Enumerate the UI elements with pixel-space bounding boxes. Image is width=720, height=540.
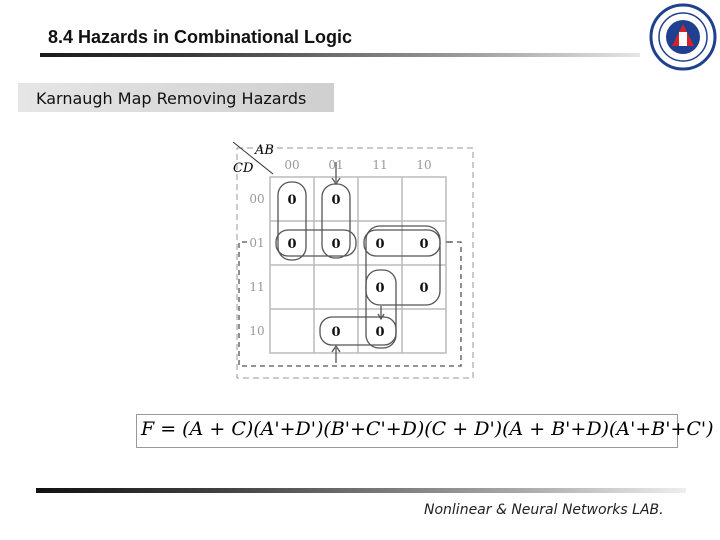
- footer-lab-name: Nonlinear & Neural Networks LAB.: [424, 502, 664, 518]
- university-seal-icon: [648, 2, 718, 72]
- kmap-groupings: [239, 162, 461, 366]
- page-title: 8.4 Hazards in Combinational Logic: [48, 27, 353, 47]
- row-label: 11: [249, 280, 265, 294]
- cell-value: 0: [287, 237, 297, 252]
- col-label: 01: [328, 158, 344, 172]
- cell-value: 0: [375, 325, 385, 340]
- footer-divider: [36, 488, 686, 493]
- cell-value: 0: [331, 193, 341, 208]
- col-variable-label: AB: [255, 143, 274, 158]
- cell-value: 0: [331, 325, 341, 340]
- cell-value: 0: [419, 237, 429, 252]
- wraparound-loop: [239, 242, 461, 366]
- section-subtitle: Karnaugh Map Removing Hazards: [36, 89, 307, 108]
- col-label: 11: [372, 158, 388, 172]
- cell-value: 0: [331, 237, 341, 252]
- cell-value: 0: [419, 281, 429, 296]
- row-label: 01: [249, 236, 265, 250]
- row-label: 00: [249, 192, 265, 206]
- karnaugh-map: [225, 138, 485, 383]
- cell-value: 0: [287, 193, 297, 208]
- product-of-sums-formula: F = (A + C)(A'+D')(B'+C'+D)(C + D')(A + B'+D)(A'+B'+C'): [141, 418, 714, 440]
- col-label: 10: [416, 158, 432, 172]
- cell-value: 0: [375, 281, 385, 296]
- row-variable-label: CD: [233, 161, 254, 176]
- col-label: 00: [284, 158, 300, 172]
- row-label: 10: [249, 324, 265, 338]
- cell-value: 0: [375, 237, 385, 252]
- title-divider: [40, 53, 640, 57]
